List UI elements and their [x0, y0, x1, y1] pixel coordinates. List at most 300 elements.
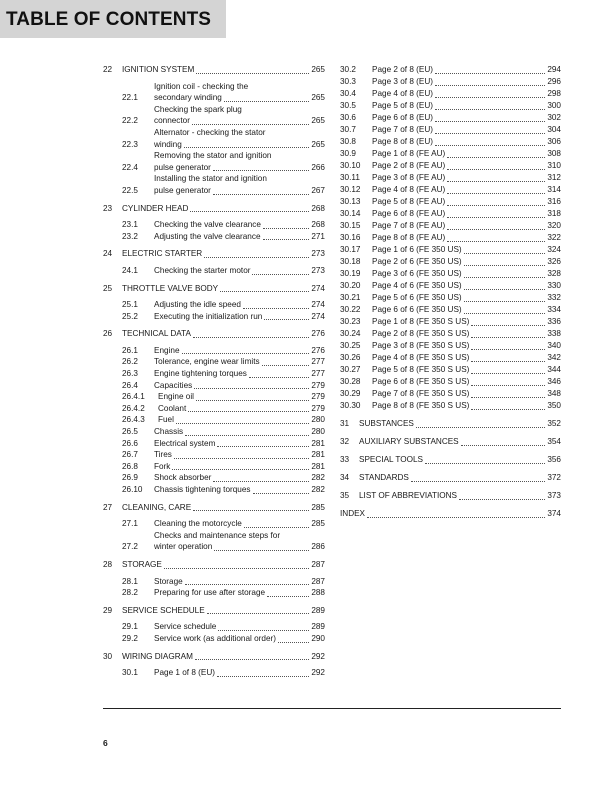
- toc-entry-body: [122, 283, 325, 295]
- dot-leader: [471, 337, 545, 338]
- toc-entry-page: 348: [547, 389, 561, 398]
- toc-entry-page: 302: [547, 113, 561, 122]
- toc-entry[interactable]: [340, 400, 561, 412]
- toc-entry-title-text: pulse generator: [154, 162, 211, 172]
- toc-entry-title: Checking the starter motor: [154, 265, 251, 275]
- toc-entry-number: 22.3: [122, 139, 138, 149]
- toc-entry-page: 372: [547, 473, 561, 482]
- toc-entry-number: 30.13: [340, 197, 361, 206]
- toc-entry[interactable]: [103, 150, 325, 173]
- toc-entry[interactable]: [103, 518, 325, 530]
- toc-entry-number: 26.4.1: [122, 392, 145, 402]
- toc-entry-body: [122, 559, 325, 571]
- page-number: 6: [103, 738, 108, 748]
- toc-entry-title-text: Checks and maintenance steps for: [154, 530, 281, 540]
- toc-entry[interactable]: [103, 328, 325, 340]
- dot-leader: [435, 109, 545, 110]
- toc-entry[interactable]: [340, 376, 561, 388]
- toc-entry-number: 30.30: [340, 401, 361, 410]
- toc-entry-page: 279: [311, 403, 325, 413]
- toc-entry-body: [154, 576, 325, 588]
- toc-entry[interactable]: [103, 283, 325, 295]
- toc-entry-page: 340: [547, 341, 561, 350]
- toc-entry-page: 273: [311, 265, 325, 275]
- toc-entry-number: 30.24: [340, 329, 361, 338]
- toc-entry-page: 326: [547, 257, 561, 266]
- toc-entry-title: STANDARDS: [359, 473, 409, 482]
- toc-entry-page: 279: [311, 392, 325, 402]
- dot-leader: [185, 435, 309, 436]
- toc-entry-body: [359, 418, 561, 430]
- toc-entry[interactable]: [103, 576, 325, 588]
- toc-entry-page: 300: [547, 101, 561, 110]
- toc-entry-number: 29.2: [122, 633, 138, 643]
- toc-entry-page: 282: [311, 473, 325, 483]
- toc-entry-title: CLEANING, CARE: [122, 502, 192, 512]
- toc-entry-number: 30.15: [340, 221, 361, 230]
- toc-entry[interactable]: [103, 81, 325, 104]
- toc-entry[interactable]: [340, 64, 561, 76]
- toc-entry-title: Page 3 of 8 (FE AU): [372, 173, 446, 182]
- toc-entry-page: 336: [547, 317, 561, 326]
- toc-entry-number: 30.2: [340, 65, 356, 74]
- toc-entry-page: 324: [547, 245, 561, 254]
- toc-entry-number: 35: [340, 491, 350, 500]
- dot-leader: [435, 133, 545, 134]
- toc-entry[interactable]: [340, 172, 561, 184]
- toc-entry-number: 30.19: [340, 269, 361, 278]
- toc-entry-number: 25: [103, 283, 113, 293]
- dot-leader: [196, 400, 309, 401]
- toc-entry-title-line: [154, 115, 325, 127]
- toc-entry-title: IGNITION SYSTEM: [122, 65, 195, 74]
- dot-leader: [425, 463, 545, 464]
- dot-leader: [471, 349, 545, 350]
- toc-entry-body: [154, 472, 325, 484]
- dot-leader: [464, 301, 546, 302]
- toc-entry-page: 356: [547, 455, 561, 464]
- toc-entry-title-line: [154, 81, 325, 93]
- toc-entry-page: 266: [311, 162, 325, 172]
- dot-leader: [461, 445, 546, 446]
- toc-entry-title: Preparing for use after storage: [154, 588, 266, 598]
- toc-entry-number: 26.1: [122, 345, 138, 355]
- dot-leader: [447, 181, 545, 182]
- dot-leader: [464, 253, 546, 254]
- toc-entry-number: 28: [103, 559, 113, 569]
- toc-entry-body: [154, 461, 325, 473]
- dot-leader: [435, 85, 545, 86]
- toc-entry-number: 30.7: [340, 125, 356, 134]
- toc-entry[interactable]: [340, 436, 561, 448]
- toc-entry-body: [372, 292, 561, 304]
- toc-entry-body: [154, 265, 325, 277]
- toc-entry-page: 292: [311, 668, 325, 678]
- dot-leader: [176, 423, 309, 424]
- toc-entry[interactable]: [340, 256, 561, 268]
- toc-entry-title: Page 5 of 8 (FE AU): [372, 197, 446, 206]
- toc-entry[interactable]: [103, 265, 325, 277]
- toc-entry-number: 32: [340, 437, 350, 446]
- dot-leader: [367, 517, 545, 518]
- toc-entry-title-text: Ignition coil - checking the: [154, 81, 249, 91]
- toc-entry[interactable]: [340, 124, 561, 136]
- toc-entry-title: Page 7 of 8 (FE AU): [372, 221, 446, 230]
- toc-entry-title: Page 5 of 8 (FE 350 S US): [372, 365, 470, 374]
- toc-entry[interactable]: [103, 472, 325, 484]
- toc-entry-title: INDEX: [340, 509, 366, 518]
- toc-entry-number: 26.3: [122, 369, 138, 379]
- dot-leader: [218, 630, 309, 631]
- toc-entry-title: Page 8 of 8 (EU): [372, 137, 433, 146]
- toc-entry[interactable]: [340, 304, 561, 316]
- toc-entry-body: [154, 633, 325, 645]
- toc-entry-title: Service schedule: [154, 622, 217, 632]
- dot-leader: [416, 427, 545, 428]
- toc-entry[interactable]: [103, 380, 325, 392]
- toc-entry[interactable]: [340, 418, 561, 430]
- toc-entry-page: 273: [311, 249, 325, 259]
- toc-entry-title: Page 6 of 8 (EU): [372, 113, 433, 122]
- toc-entry-page: 306: [547, 137, 561, 146]
- toc-entry[interactable]: [340, 184, 561, 196]
- toc-entry-number: 30.5: [340, 101, 356, 110]
- toc-entry-title: Tolerance, engine wear limits: [154, 357, 260, 367]
- toc-entry-body: [154, 127, 325, 150]
- toc-entry-title: Page 2 of 8 (FE AU): [372, 161, 446, 170]
- toc-entry-body: [372, 256, 561, 268]
- toc-entry[interactable]: [340, 160, 561, 172]
- dot-leader: [447, 157, 545, 158]
- dot-leader: [213, 194, 309, 195]
- toc-entry[interactable]: [103, 219, 325, 231]
- dot-leader: [264, 319, 309, 320]
- toc-entry-body: [154, 150, 325, 173]
- toc-entry-page: 328: [547, 269, 561, 278]
- toc-entry[interactable]: [340, 508, 561, 520]
- toc-entry[interactable]: [340, 220, 561, 232]
- toc-entry-title-line: [154, 92, 325, 104]
- toc-entry-body: [372, 196, 561, 208]
- dot-leader: [243, 308, 309, 309]
- toc-entry-page: 298: [547, 89, 561, 98]
- toc-entry[interactable]: [340, 268, 561, 280]
- toc-entry[interactable]: [103, 391, 325, 403]
- toc-entry[interactable]: [103, 203, 325, 215]
- toc-entry[interactable]: [340, 454, 561, 466]
- dot-leader: [471, 373, 545, 374]
- toc-entry-title: Page 5 of 8 (EU): [372, 101, 433, 110]
- dot-leader: [220, 291, 309, 292]
- toc-entry[interactable]: [340, 196, 561, 208]
- toc-entry-title-text: Installing the stator and ignition: [154, 174, 267, 184]
- footer-divider: [103, 708, 561, 709]
- toc-entry[interactable]: [340, 340, 561, 352]
- toc-entry-title-text: Alternator - checking the stator: [154, 127, 266, 137]
- dot-leader: [188, 411, 309, 412]
- toc-entry-page: 281: [311, 461, 325, 471]
- dot-leader: [204, 257, 309, 258]
- toc-entry[interactable]: [340, 76, 561, 88]
- dot-leader: [464, 313, 546, 314]
- dot-leader: [464, 265, 546, 266]
- toc-entry-body: [359, 436, 561, 448]
- toc-entry-body: [154, 518, 325, 530]
- toc-entry-body: [372, 400, 561, 412]
- toc-entry-number: 26.2: [122, 357, 138, 367]
- toc-entry-body: [372, 64, 561, 76]
- dot-leader: [411, 481, 545, 482]
- toc-entry[interactable]: [340, 316, 561, 328]
- toc-entry[interactable]: [340, 148, 561, 160]
- toc-entry-body: [372, 160, 561, 172]
- toc-entry-title: STORAGE: [122, 559, 162, 569]
- toc-entry[interactable]: [103, 426, 325, 438]
- toc-entry-page: 274: [311, 283, 325, 293]
- toc-entry-number: 22: [103, 65, 113, 74]
- toc-entry-title-line: [154, 541, 325, 553]
- toc-entry[interactable]: [340, 112, 561, 124]
- dot-leader: [164, 568, 309, 569]
- toc-entry-body: [372, 76, 561, 88]
- toc-entry-page: 268: [311, 220, 325, 230]
- toc-entry-body: [154, 368, 325, 380]
- toc-entry-body: [372, 376, 561, 388]
- toc-entry-number: 25.1: [122, 300, 138, 310]
- toc-entry-number: 22.4: [122, 162, 138, 172]
- toc-entry-page: 288: [311, 588, 325, 598]
- toc-entry-number: 30.29: [340, 389, 361, 398]
- toc-entry-title: Page 6 of 8 (FE 350 S US): [372, 377, 470, 386]
- dot-leader: [263, 228, 309, 229]
- toc-entry[interactable]: [340, 490, 561, 502]
- toc-entry[interactable]: [103, 502, 325, 514]
- toc-entry-title: Page 8 of 8 (FE AU): [372, 233, 446, 242]
- toc-entry-title: Capacities: [154, 380, 193, 390]
- toc-entry-body: [372, 124, 561, 136]
- toc-entry-body: [154, 414, 325, 426]
- toc-entry-page: 296: [547, 77, 561, 86]
- dot-leader: [278, 642, 309, 643]
- toc-entry-page: 289: [311, 622, 325, 632]
- toc-entry-title: AUXILIARY SUBSTANCES: [359, 437, 459, 446]
- toc-entry[interactable]: [103, 633, 325, 645]
- dot-leader: [471, 385, 545, 386]
- toc-entry-body: [154, 356, 325, 368]
- toc-entry-title-line: [154, 173, 325, 185]
- toc-entry-body: [154, 81, 325, 104]
- toc-entry-title: Page 5 of 6 (FE 350 US): [372, 293, 462, 302]
- toc-entry-number: 30.21: [340, 293, 361, 302]
- toc-entry-number: 26.4: [122, 380, 138, 390]
- toc-entry-title: Page 6 of 6 (FE 350 US): [372, 305, 462, 314]
- toc-entry-title-text: Checking the spark plug: [154, 104, 242, 114]
- toc-right-column: [340, 64, 561, 520]
- dot-leader: [435, 145, 545, 146]
- toc-entry[interactable]: [103, 667, 325, 679]
- toc-entry-body: [372, 208, 561, 220]
- toc-entry[interactable]: [340, 472, 561, 484]
- toc-entry[interactable]: [103, 605, 325, 617]
- toc-entry[interactable]: [103, 231, 325, 243]
- dot-leader: [195, 659, 309, 660]
- toc-entry[interactable]: [103, 345, 325, 357]
- toc-entry[interactable]: [103, 248, 325, 260]
- toc-entry-title: Page 4 of 6 (FE 350 US): [372, 281, 462, 290]
- toc-entry[interactable]: [103, 311, 325, 323]
- toc-entry-page: 287: [311, 576, 325, 586]
- dot-leader: [185, 584, 310, 585]
- dot-leader: [213, 481, 309, 482]
- toc-entry-number: 30.25: [340, 341, 361, 350]
- toc-entry[interactable]: [103, 484, 325, 496]
- toc-entry[interactable]: [103, 173, 325, 196]
- toc-entry[interactable]: [340, 100, 561, 112]
- toc-entry[interactable]: [103, 438, 325, 450]
- toc-entry[interactable]: [103, 587, 325, 599]
- toc-entry-page: 265: [311, 116, 325, 126]
- toc-entry[interactable]: [340, 352, 561, 364]
- dot-leader: [447, 205, 545, 206]
- title-bar: [0, 0, 226, 38]
- toc-entry[interactable]: [103, 414, 325, 426]
- toc-entry[interactable]: [103, 64, 325, 76]
- toc-entry-page: 314: [547, 185, 561, 194]
- toc-entry-number: 30.11: [340, 173, 360, 182]
- toc-entry[interactable]: [103, 651, 325, 663]
- toc-entry[interactable]: [103, 449, 325, 461]
- toc-entry-title: Page 2 of 6 (FE 350 US): [372, 257, 462, 266]
- toc-entry-title: Page 3 of 6 (FE 350 US): [372, 269, 462, 278]
- toc-entry[interactable]: [103, 559, 325, 571]
- toc-entry-title: Page 8 of 8 (FE 350 S US): [372, 401, 470, 410]
- toc-entry-page: 268: [311, 203, 325, 213]
- toc-entry-body: [372, 364, 561, 376]
- toc-entry[interactable]: [103, 461, 325, 473]
- toc-entry-number: 34: [340, 473, 350, 482]
- toc-entry[interactable]: [340, 292, 561, 304]
- toc-entry-title: Page 3 of 8 (FE 350 S US): [372, 341, 470, 350]
- toc-entry[interactable]: [340, 388, 561, 400]
- toc-entry-page: 285: [311, 502, 325, 512]
- toc-entry[interactable]: [340, 364, 561, 376]
- toc-entry-number: 30.17: [340, 245, 361, 254]
- toc-entry-page: 318: [547, 209, 561, 218]
- toc-entry-page: 276: [311, 345, 325, 355]
- toc-entry[interactable]: [103, 403, 325, 415]
- toc-entry-page: 304: [547, 125, 561, 134]
- toc-entry-number: 30.8: [340, 137, 356, 146]
- toc-entry[interactable]: [103, 127, 325, 150]
- toc-entry-body: [154, 299, 325, 311]
- toc-entry-page: 265: [311, 139, 325, 149]
- toc-entry-page: 338: [547, 329, 561, 338]
- toc-entry-body: [122, 651, 325, 663]
- toc-entry-page: 344: [547, 365, 561, 374]
- toc-entry-body: [359, 454, 561, 466]
- toc-entry-number: 22.1: [122, 93, 138, 103]
- toc-entry[interactable]: [340, 328, 561, 340]
- toc-entry-number: 30.23: [340, 317, 361, 326]
- dot-leader: [194, 388, 309, 389]
- dot-leader: [182, 353, 310, 354]
- toc-entry-title: Fork: [154, 461, 171, 471]
- toc-entry-title: Page 4 of 8 (FE AU): [372, 185, 446, 194]
- toc-entry[interactable]: [103, 530, 325, 553]
- toc-entry[interactable]: [103, 621, 325, 633]
- dot-leader: [435, 121, 545, 122]
- toc-entry-page: 274: [311, 311, 325, 321]
- toc-entry-body: [372, 112, 561, 124]
- dot-leader: [217, 676, 309, 677]
- toc-entry-title: Engine tightening torques: [154, 369, 247, 379]
- dot-leader: [172, 469, 309, 470]
- dot-leader: [207, 613, 310, 614]
- toc-entry-title: Tires: [154, 450, 172, 460]
- toc-entry-title: Shock absorber: [154, 473, 212, 483]
- toc-entry[interactable]: [340, 244, 561, 256]
- toc-entry-number: 30.6: [340, 113, 356, 122]
- toc-entry-title-line: [154, 139, 325, 151]
- toc-entry-title: Page 7 of 8 (FE 350 S US): [372, 389, 470, 398]
- toc-entry-number: 30.22: [340, 305, 361, 314]
- toc-entry[interactable]: [340, 232, 561, 244]
- toc-entry-page: 294: [547, 65, 561, 74]
- toc-entry-body: [154, 311, 325, 323]
- dot-leader: [447, 229, 545, 230]
- toc-entry-title: Page 4 of 8 (EU): [372, 89, 433, 98]
- toc-entry-title: Adjusting the idle speed: [154, 300, 241, 310]
- toc-entry-page: 281: [311, 438, 325, 448]
- toc-entry-title: [154, 104, 325, 127]
- toc-entry-title: Page 1 of 6 (FE 350 US): [372, 245, 462, 254]
- toc-entry-body: [154, 426, 325, 438]
- toc-entry[interactable]: [340, 88, 561, 100]
- toc-entry-body: [154, 391, 325, 403]
- toc-entry-body: [154, 484, 325, 496]
- dot-leader: [192, 124, 309, 125]
- toc-entry-number: 29.1: [122, 622, 138, 632]
- toc-entry-title-text: pulse generator: [154, 185, 211, 195]
- dot-leader: [244, 527, 309, 528]
- toc-entry-body: [372, 328, 561, 340]
- toc-entry-title-line: [154, 127, 325, 139]
- toc-entry-number: 30.27: [340, 365, 361, 374]
- toc-entry-number: 30.10: [340, 161, 361, 170]
- toc-entry[interactable]: [103, 368, 325, 380]
- dot-leader: [217, 446, 309, 447]
- dot-leader: [190, 211, 309, 212]
- toc-entry-number: 33: [340, 455, 350, 464]
- toc-entry[interactable]: [340, 280, 561, 292]
- toc-entry-body: [372, 244, 561, 256]
- toc-entry-title-text: winding: [154, 139, 182, 149]
- dot-leader: [196, 73, 309, 74]
- toc-entry-body: [122, 248, 325, 260]
- toc-entry-page: 354: [547, 437, 561, 446]
- toc-entry-page: 352: [547, 419, 561, 428]
- toc-entry-page: 265: [311, 65, 325, 74]
- toc-entry[interactable]: [103, 104, 325, 127]
- toc-entry-body: [122, 328, 325, 340]
- toc-entry[interactable]: [103, 356, 325, 368]
- toc-entry[interactable]: [103, 299, 325, 311]
- dot-leader: [471, 361, 545, 362]
- toc-entry[interactable]: [340, 136, 561, 148]
- toc-entry-number: 26: [103, 329, 113, 339]
- toc-entry-body: [154, 231, 325, 243]
- toc-entry[interactable]: [340, 208, 561, 220]
